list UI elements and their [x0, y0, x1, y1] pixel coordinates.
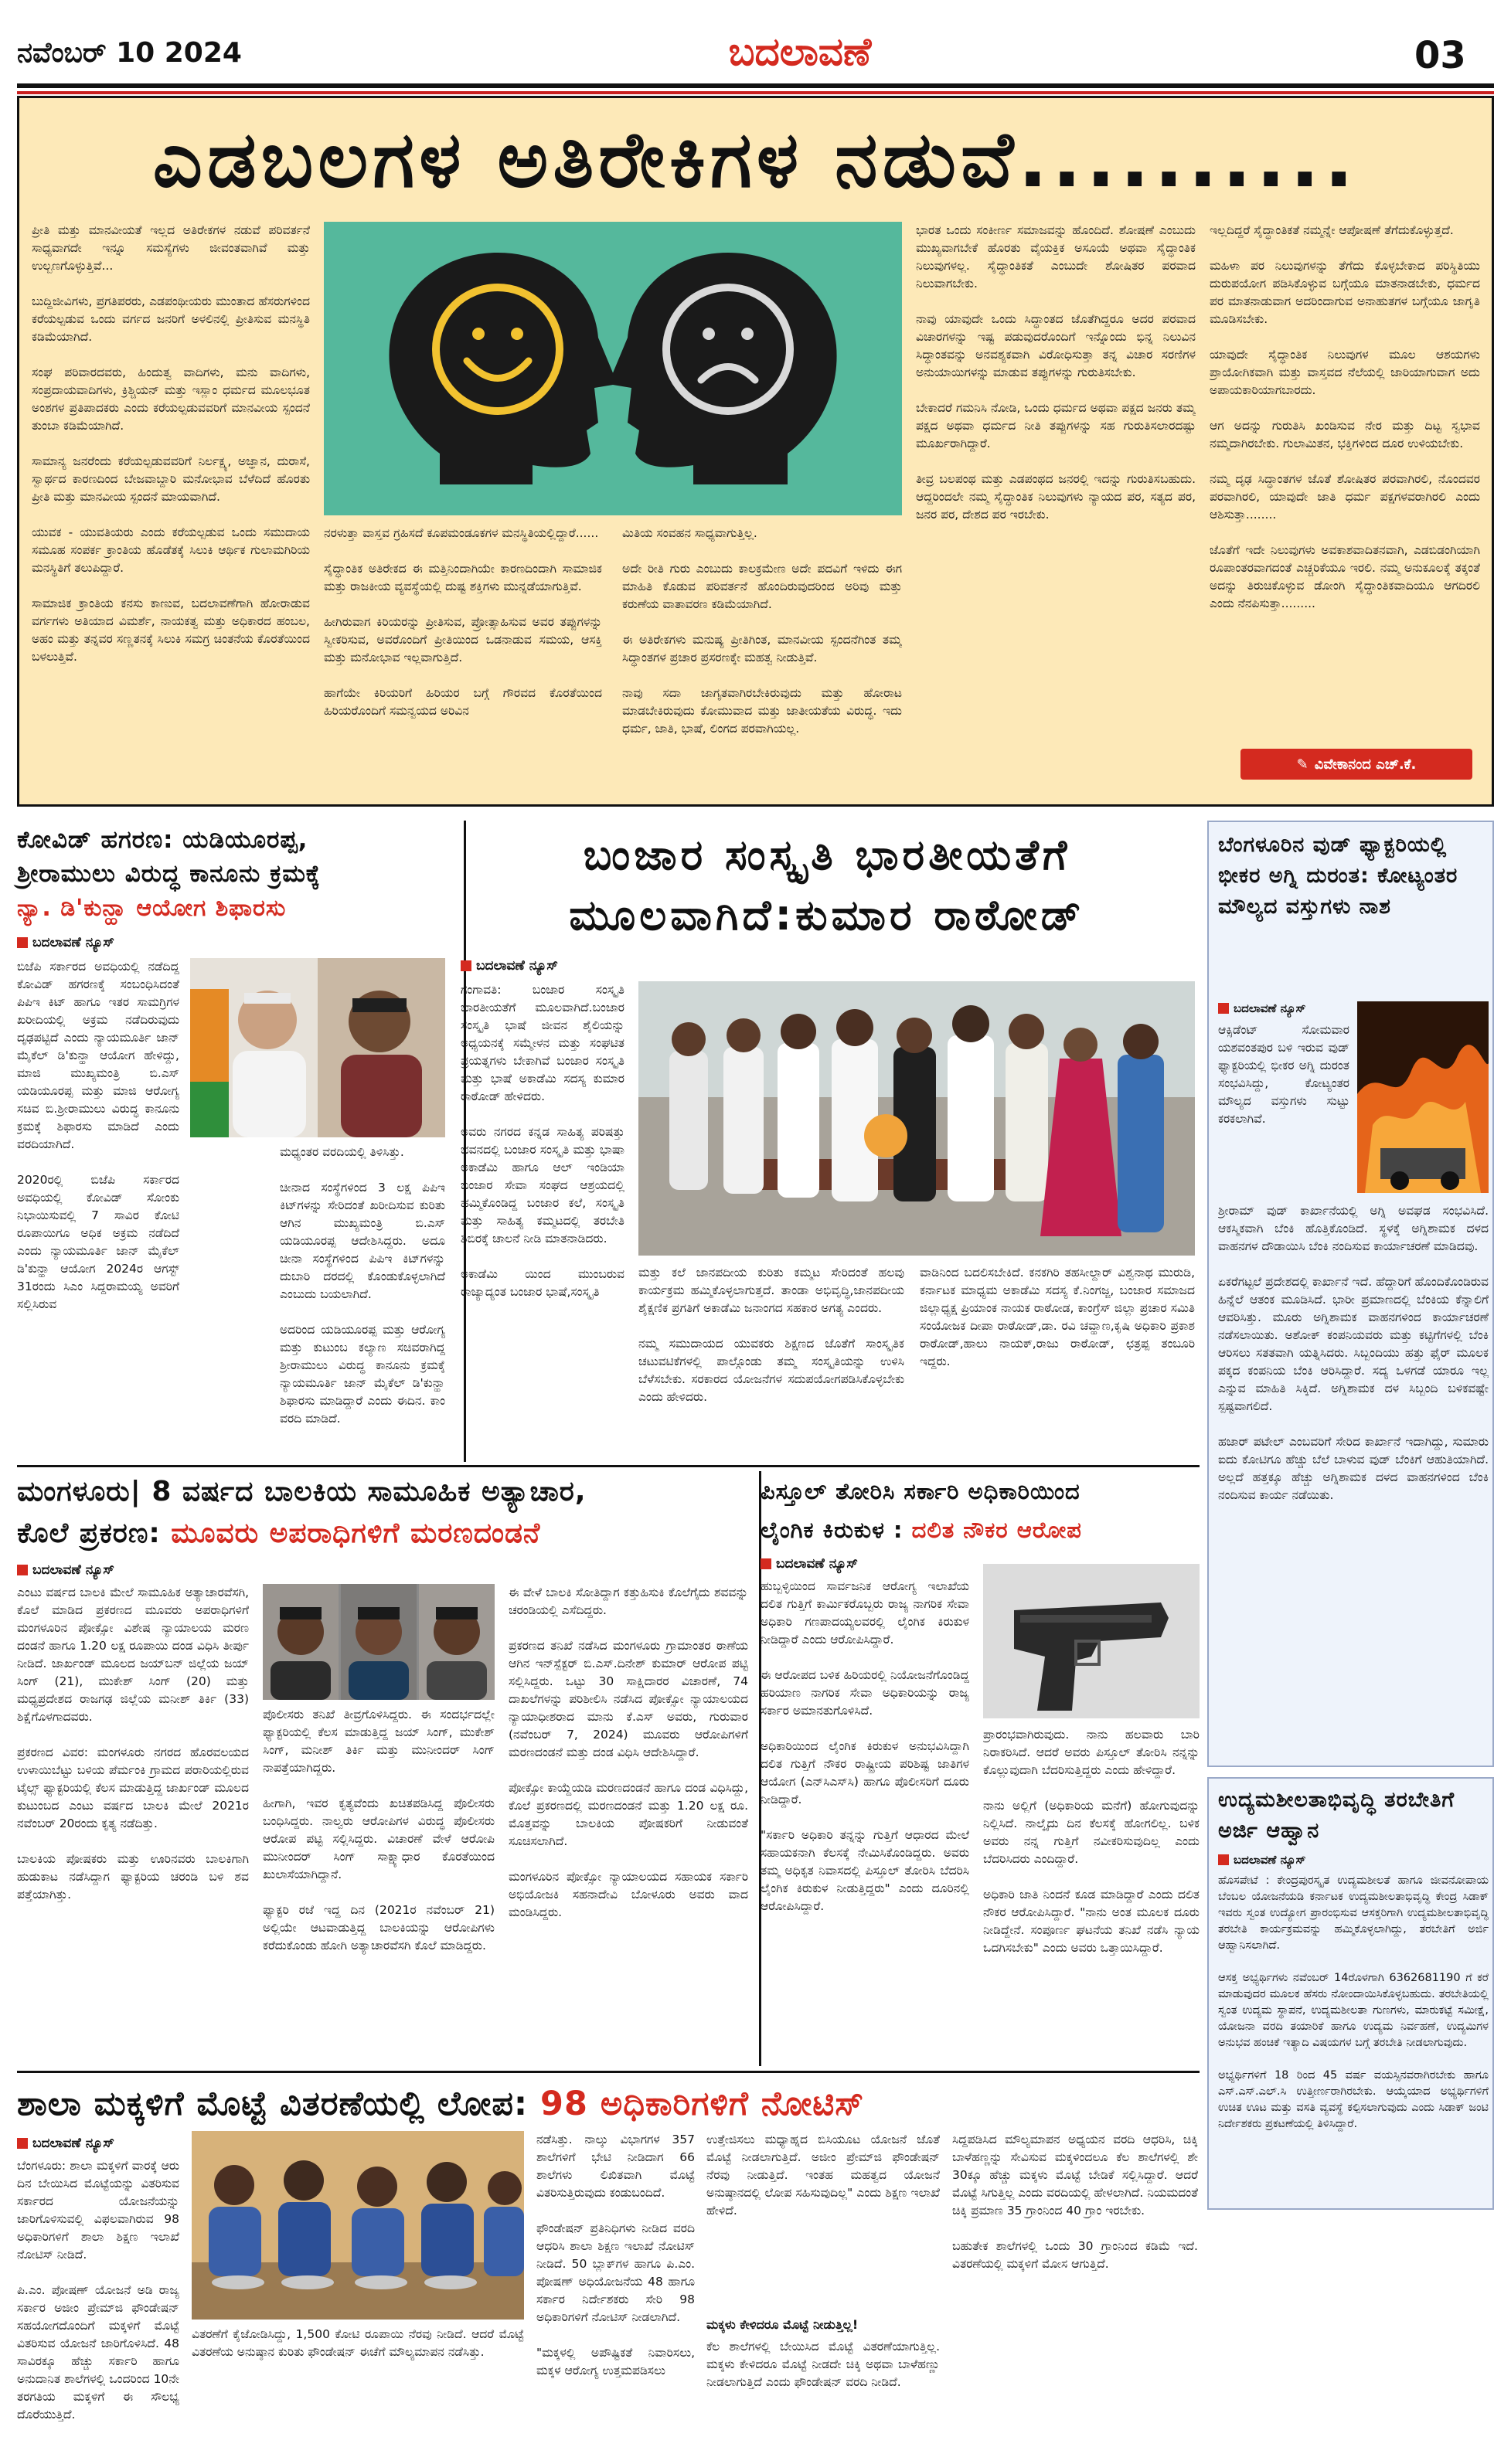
row-rule-1	[17, 1465, 1200, 1467]
covid-photo	[190, 958, 445, 1137]
lead-headline: ಎಡಬಲಗಳ ಅತಿರೇಕಿಗಳ ನಡುವೆ..........	[152, 114, 1359, 205]
banjara-headline-2: ಮೂಲವಾಗಿದೆ:ಕುಮಾರ ರಾಠೋಡ್	[569, 891, 1085, 940]
masthead-rule-black	[17, 83, 1494, 88]
fire-text-rest: ಶ್ರೀರಾಮ್ ವುಡ್ ಕಾರ್ಖಾನೆಯಲ್ಲಿ ಅಗ್ನಿ ಅವಘಡ ಸಂಭವಿಸಿದೆ. ಆಕಸ್ಮಿಕವಾಗಿ ಬೆಂಕಿ ಹೊತ್ತಿಕೊಂಡಿದೆ. ಸ್ಥಳಕ್ಕೆ ಅಗ್ನಿಶಾಮಕ ದಳದ ವಾಹನಗಳ ದೌಡಾಯಿಸಿ ಬೆಂಕಿ ನಂದಿಸುವ ಕಾರ್ಯಾಚರಣೆ ಮಾಡಿದವು. ಏಕರೆಗಟ್ಟಲೆ ಪ್ರದೇಶದಲ್ಲಿ ಕಾರ್ಖಾನೆ ಇದೆ. ಹೆದ್ದಾರಿಗೆ ಹೊಂದಿಕೊಂಡಿರುವ ಹಿನ್ನೆಲೆ ಆತಂಕ ಮೂಡಿಸಿದೆ. ಭಾರೀ ಪ್ರಮಾಣದಲ್ಲಿ ಬೆಂಕಿಯ ಕೆನ್ನಾಲಿಗೆ ಆವರಿಸಿತ್ತು. ಮೂರು ಅಗ್ನಿಶಾಮಕ ವಾಹನಗಳಿಂದ ಕಾರ್ಯಾಚರಣೆ ನಡೆಸಲಾಯಿತು. ಅಶೋಕ್ ಕಂಪನಿಯವರು ಮತ್ತು ಕಟ್ಟಿಗೆಗಳಲ್ಲಿ ಬೆಂಕಿ ಆರಿಸಲು ಸತತವಾಗಿ ಯತ್ನಿಸಿದರು. ಸಿಬ್ಬಂದಿಯು ಹತ್ತು ಫೈರ್ ಮೂಲಕ ಪಕ್ಕದ ಕಂಪನಿಯ ಬೆಂಕಿ ಆರಿಸಿದ್ದಾರೆ. ಸದ್ಯ ಒಳಗಡೆ ಯಾರೂ ಇಲ್ಲ ಎನ್ನುವ ಮಾಹಿತಿ ಸಿಕ್ಕಿದೆ. ಅಗ್ನಿಶಾಮಕ ದಳ ಸಿಬ್ಬಂದಿ ಬಳಿಕವಷ್ಟೇ ಸ್ಪಷ್ಟವಾಗಲಿದೆ. ಹಜಾರ್ ಪಟೇಲ್ ಎಂಬವರಿಗೆ ಸೇರಿದ ಕಾರ್ಖಾನೆ ಇದಾಗಿದ್ದು, ಸುಮಾರು ಐದು ಕೋಟಿಗೂ ಹೆಚ್ಚು ಬೆಲೆ ಬಾಳುವ ವುಡ್ ಬೆಂಕಿಗೆ ಆಹುತಿಯಾಗಿದೆ. ಅಲ್ಲದೆ ಹತ್ತಕ್ಕೂ ಹೆಚ್ಚು ಅಗ್ನಿಶಾಮಕ ದಳದ ವಾಹನಗಳಿಂದ ಬೆಂಕಿ ನಂದಿಸುವ ಕಾರ್ಯ ನಡೆಯಿತು.	[1218, 1204, 1489, 1502]
school-headline	[17, 2080, 1200, 2128]
heads-illustration-svg	[324, 222, 902, 515]
masthead-logo: ಬದಲಾವಣೆ	[728, 29, 872, 74]
covid-byline	[17, 935, 114, 950]
fire-text-top: ಆಕ್ಸಿಡೆಂಟ್ ಸೋಮವಾರ ಯಶವಂತಪುರ ಬಳಿ ಇರುವ ವುಡ್ ಫ್ಯಾಕ್ಟರಿಯಲ್ಲಿ ಭೀಕರ ಅಗ್ನಿ ದುರಂತ ಸಂಭವಿಸಿದ್ದು, ಕೋಟ್ಯಂತರ ಮೌಲ್ಯದ ವಸ್ತುಗಳು ಸುಟ್ಟು ಕರಕಲಾಗಿವೆ.	[1218, 1023, 1349, 1126]
pistol-headline-2b: ದಲಿತ ನೌಕರ ಆರೋಪ	[911, 1517, 1082, 1543]
school-col-3: ನಡೆಸಿತ್ತು. ನಾಲ್ಕು ವಿಭಾಗಗಳ 357 ಶಾಲೆಗಳಿಗೆ ಭೇಟಿ ನೀಡಿದಾಗ 66 ಶಾಲೆಗಳು ಲಿಖಿತವಾಗಿ ಮೊಟ್ಟೆ ವಿತರಿಸುತ್ತಿರುವುದು ಕಂಡುಬಂದಿದೆ. ಫೌಂಡೇಷನ್ ಪ್ರತಿನಿಧಿಗಳು ನೀಡಿದ ವರದಿ ಆಧರಿಸಿ ಶಾಲಾ ಶಿಕ್ಷಣ ಇಲಾಖೆ ನೋಟಿಸ್ ನೀಡಿದೆ. 50 ಬ್ಲಾಕ್‌ಗಳ ಹಾಗೂ ಪಿ.ಎಂ. ಪೋಷಣ್ ಅಧಿಯೋಜನೆಯ 48 ಹಾಗೂ ಸರ್ಕಾರ ನಿರ್ದೇಶಕರು ಸೇರಿ 98 ಅಧಿಕಾರಿಗಳಿಗೆ ನೋಟಿಸ್ ನೀಡಲಾಗಿದೆ. "ಮಕ್ಕಳಲ್ಲಿ ಅಪೌಷ್ಟಿಕತೆ ನಿವಾರಿಸಲು, ಮಕ್ಕಳ ಆರೋಗ್ಯ ಉತ್ತಮಪಡಿಸಲು	[536, 2133, 695, 2377]
banjara-byline	[461, 958, 558, 974]
school-col-2: ವಿತರಣೆಗೆ ಕೈಜೋಡಿಸಿದ್ದು, 1,500 ಕೋಟಿ ರೂಪಾಯಿ ನೆರವು ನೀಡಿದೆ. ಆದರೆ ಮೊಟ್ಟೆ ವಿತರಣೆಯ ಅನುಷ್ಠಾನ ಕುರಿತು ಫೌಂಡೇಷನ್ ಈಚೆಗೆ ಮೌಲ್ಯಮಾಪನ ನಡೆಸಿತ್ತು.	[192, 2327, 524, 2359]
pistol-headline-1: ಪಿಸ್ತೂಲ್ ತೋರಿಸಿ ಸರ್ಕಾರಿ ಅಧಿಕಾರಿಯಿಂದ	[761, 1478, 1081, 1504]
school-article	[17, 2077, 1200, 2448]
byline-marker-icon	[17, 2138, 28, 2149]
school-byline	[17, 2136, 114, 2151]
pistol-photo	[983, 1564, 1200, 1718]
byline-marker-icon	[17, 1565, 28, 1575]
person-left-icon	[233, 991, 306, 1137]
banjara-byline-text: ಬದಲಾವಣೆ ನ್ಯೂಸ್	[476, 958, 558, 974]
fire-byline-text: ಬದಲಾವಣೆ ನ್ಯೂಸ್	[1234, 1001, 1306, 1015]
lead-col-2: ನರಳುತ್ತಾ ವಾಸ್ತವ ಗ್ರಹಿಸದೆ ಕೂಪಮಂಡೂಕಗಳ ಮನಸ್ಥಿತಿಯಲ್ಲಿದ್ದಾರೆ...... ಸೈದ್ಧಾಂತಿಕ ಅತಿರೇಕದ ಈ ಮತ್ತಿನಿಂದಾಗಿಯೇ ಕಾರಣದಿಂದಾಗಿ ಸಾಮಾಜಿಕ ಮತ್ತು ರಾಜಕೀಯ ವ್ಯವಸ್ಥೆಯಲ್ಲಿ ದುಷ್ಟ ಶಕ್ತಿಗಳು ಮುನ್ನಡೆಯಾಗುತ್ತಿವೆ. ಹೀಗಿರುವಾಗ ಕಿರಿಯರನ್ನು ಪ್ರೀತಿಸುವ, ಪ್ರೋತ್ಸಾಹಿಸುವ ಅವರ ತಪ್ಪುಗಳನ್ನು ಸ್ವೀಕರಿಸುವ, ಅವರೊಂದಿಗೆ ಪ್ರೀತಿಯಿಂದ ಒಡನಾಡುವ ಸಮಯ, ಆಸಕ್ತಿ ಮತ್ತು ಮನೋಭಾವ ಇಲ್ಲವಾಗುತ್ತಿದೆ. ಹಾಗೆಯೇ ಕಿರಿಯರಿಗೆ ಹಿರಿಯರ ಬಗ್ಗೆ ಗೌರವದ ಕೊರತೆಯಿಂದ ಹಿರಿಯರೊಂದಿಗೆ ಸಮನ್ವಯದ ಅರಿವಿನ	[324, 526, 602, 718]
sad-head-icon	[608, 253, 837, 484]
issue-date: ನವೆಂಬರ್ 10 2024	[17, 37, 242, 69]
mangaluru-headline-2	[17, 1514, 751, 1553]
fire-headline: ಬೆಂಗಳೂರಿನ ವುಡ್ ಫ್ಯಾಕ್ಟರಿಯಲ್ಲಿ ಭೀಕರ ಅಗ್ನಿ ದುರಂತ: ಕೋಟ್ಯಂತರ ಮೌಲ್ಯದ ವಸ್ತುಗಳು ನಾಶ	[1218, 833, 1458, 919]
row-rule-2	[17, 2071, 1200, 2073]
training-byline	[1218, 1853, 1305, 1867]
banjara-col-1: ಗಂಗಾವತಿ: ಬಂಜಾರ ಸಂಸ್ಕೃತಿ ಭಾರತೀಯತೆಗೆ ಮೂಲವಾಗಿದೆ.ಬಂಜಾರ ಸಂಸ್ಕೃತಿ ಭಾಷೆ ಜೀವನ ಶೈಲಿಯನ್ನು ಅಧ್ಯಯನಕ್ಕೆ ಸಮ್ಮೇಳನ ಮತ್ತು ಸಂಘಟಿತ ಪ್ರಯತ್ನಗಳು ಬೇಕಾಗಿವೆ ಬಂಜಾರ ಸಂಸ್ಕೃತಿ ಮತ್ತು ಭಾಷೆ ಅಕಾಡೆಮಿ ಸದಸ್ಯ ಕುಮಾರ ರಾಠೋಡ್ ಹೇಳಿದರು. ಅವರು ನಗರದ ಕನ್ನಡ ಸಾಹಿತ್ಯ ಪರಿಷತ್ತು ಭವನದಲ್ಲಿ ಬಂಜಾರ ಸಂಸ್ಕೃತಿ ಮತ್ತು ಭಾಷಾ ಅಕಾಡೆಮಿ ಹಾಗೂ ಆಲ್ ಇಂಡಿಯಾ ಬಂಜಾರ ಸೇವಾ ಸಂಘದ ಆಶ್ರಯದಲ್ಲಿ ಹಮ್ಮಿಕೊಂಡಿದ್ದ ಬಂಜಾರ ಕಲೆ, ಸಂಸ್ಕೃತಿ ಮತ್ತು ಸಾಹಿತ್ಯ ಕಮ್ಮಟದಲ್ಲಿ ತರಬೇತಿ ಶಿಬಿರಕ್ಕೆ ಚಾಲನೆ ನೀಡಿ ಮಾತನಾಡಿದರು. ಅಕಾಡೆಮಿ ಯಿಂದ ಮುಂಬರುವ ರಾಜ್ಯಾದ್ಯಂತ ಬಂಜಾರ ಭಾಷೆ,ಸಂಸ್ಕೃತಿ	[461, 983, 624, 1299]
training-text: ಹೊಸಪೇಟೆ : ಕೇಂದ್ರಪುರಸ್ಕೃತ ಉದ್ಯಮಶೀಲತೆ ಹಾಗೂ ಜೀವನೋಪಾಯ ಬೆಂಬಲ ಯೋಜನೆಯಡಿ ಕರ್ನಾಟಕ ಉದ್ಯಮಶೀಲತಾಭಿವೃದ್ಧಿ ಕೇಂದ್ರ ಸಿಡಾಕ್ ಇವರು ಸ್ವಂತ ಉದ್ಯೋಗ ಪ್ರಾರಂಭಿಸುವ ಆಸಕ್ತರಿಗಾಗಿ ಉದ್ಯಮಶೀಲತಾಭಿವೃದ್ಧಿ ತರಬೇತಿ ಕಾರ್ಯಕ್ರಮವನ್ನು ಹಮ್ಮಿಕೊಳ್ಳಲಾಗಿದ್ದು, ತರಬೇತಿಗೆ ಅರ್ಜಿ ಆಹ್ವಾನಿಸಲಾಗಿದೆ. ಆಸಕ್ತ ಅಭ್ಯರ್ಥಿಗಳು ನವೆಂಬರ್ 14ರೊಳಗಾಗಿ 6362681190 ಗೆ ಕರೆ ಮಾಡುವುದರ ಮೂಲಕ ಹೆಸರು ನೋಂದಾಯಿಸಿಕೊಳ್ಳಬಹುದು. ತರಬೇತಿಯಲ್ಲಿ ಸ್ವಂತ ಉದ್ಯಮ ಸ್ಥಾಪನೆ, ಉದ್ಯಮಶೀಲತಾ ಗುಣಗಳು, ಮಾರುಕಟ್ಟೆ ಸಮೀಕ್ಷೆ, ಯೋಜನಾ ವರದಿ ತಯಾರಿಕೆ ಹಾಗೂ ಉದ್ಯಮ ನಿರ್ವಹಣೆ, ಉದ್ಯಮಿಗಳ ಅನುಭವ ಹಂಚಿಕೆ ಇತ್ಯಾದಿ ವಿಷಯಗಳ ಬಗ್ಗೆ ತರಬೇತಿ ನೀಡಲಾಗುವುದು. ಅಭ್ಯರ್ಥಿಗಳಿಗೆ 18 ರಿಂದ 45 ವರ್ಷ ವಯಸ್ಸಿನವರಾಗಿರಬೇಕು ಹಾಗೂ ಎಸ್.ಎಸ್.ಎಲ್.ಸಿ ಉತ್ತೀರ್ಣರಾಗಿರಬೇಕು. ಆಯ್ಕೆಯಾದ ಅಭ್ಯರ್ಥಿಗಳಿಗೆ ಉಚಿತ ಊಟ ಮತ್ತು ವಸತಿ ವ್ಯವಸ್ಥೆ ಕಲ್ಪಿಸಲಾಗುವುದು ಎಂದು ಸಿಡಾಕ್ ಜಂಟಿ ನಿರ್ದೇಶಕರು ಪ್ರಕಟಣೆಯಲ್ಲಿ ತಿಳಿಸಿದ್ದಾರೆ.	[1218, 1874, 1489, 2130]
pistol-byline-text: ಬದಲಾವಣೆ ನ್ಯೂಸ್	[776, 1556, 858, 1572]
banjara-article	[456, 821, 1198, 1462]
school-col-4: ಉತ್ತೇಜಿಸಲು ಮಧ್ಯಾಹ್ನದ ಬಿಸಿಯೂಟ ಯೋಜನೆ ಜೊತೆ ಮೊಟ್ಟೆ ನೀಡಲಾಗುತ್ತಿದೆ. ಅಜೀಂ ಪ್ರೇಮ್‌ಜಿ ಫೌಂಡೇಷನ್ ನೆರವು ನೀಡುತ್ತಿದೆ. ಇಂತಹ ಮಹತ್ವದ ಯೋಜನೆ ಅನುಷ್ಠಾನದಲ್ಲಿ ಲೋಪ ಸಹಿಸುವುದಿಲ್ಲ" ಎಂದು ಶಿಕ್ಷಣ ಇಲಾಖೆ ಹೇಳಿದೆ.	[706, 2133, 940, 2218]
school-col-5: ಸಿದ್ದಪಡಿಸಿದ ಮೌಲ್ಯಮಾಪನ ಅಧ್ಯಯನ ವರದಿ ಆಧರಿಸಿ, ಚಿಕ್ಕಿ ಬಾಳೆಹಣ್ಣನ್ನು ಸೇವಿಸುವ ಮಕ್ಕಳಿಂದಲೂ ಕೆಲ ಶಾಲೆಗಳಲ್ಲಿ ಶೇ 30ಕ್ಕೂ ಹೆಚ್ಚು ಮಕ್ಕಳು ಮೊಟ್ಟೆ ಬೇಡಿಕೆ ಸಲ್ಲಿಸಿದ್ದಾರೆ. ಆದರೆ ಮೊಟ್ಟೆ ಸಿಗುತ್ತಿಲ್ಲ ಎಂದು ವರದಿಯಲ್ಲಿ ಹೇಳಲಾಗಿದೆ. ನಿಯಮದಂತೆ ಚಿಕ್ಕಿ ಪ್ರಮಾಣ 35 ಗ್ರಾಂನಿಂದ 40 ಗ್ರಾಂ ಇರಬೇಕು. ಬಹುತೇಕ ಶಾಲೆಗಳಲ್ಲಿ ಒಂದು 30 ಗ್ರಾಂನಿಂದ ಕಡಿಮೆ ಇದೆ. ವಿತರಣೆಯಲ್ಲಿ ಮಕ್ಕಳಿಗೆ ಮೋಸ ಆಗುತ್ತಿದೆ.	[952, 2133, 1198, 2271]
lead-col-4: ಭಾರತ ಒಂದು ಸಂಕೀರ್ಣ ಸಮಾಜವನ್ನು ಹೊಂದಿದೆ. ಶೋಷಣೆ ಎಂಬುದು ಮುಖ್ಯವಾಗಬೇಕೆ ಹೊರತು ವೈಯಕ್ತಿಕ ಅಸೂಯೆ ಅಥವಾ ಸೈದ್ಧಾಂತಿಕ ನಿಲುವುಗಳಲ್ಲ. ಸೈದ್ಧಾಂತಿಕತೆ ಎಂಬುದೇ ಶೋಷಿತರ ಪರವಾದ ನಿಲುವಾಗಬೇಕು. ನಾವು ಯಾವುದೇ ಒಂದು ಸಿದ್ಧಾಂತದ ಜೊತೆಗಿದ್ದರೂ ಅದರ ಪರವಾದ ವಿಚಾರಗಳನ್ನು ಇಷ್ಟ ಪಡುವುದರೊಂದಿಗೆ ಇನ್ನೊಂದು ಭಿನ್ನ ನಿಲುವಿನ ಸಿದ್ಧಾಂತವನ್ನು ಅನವಶ್ಯಕವಾಗಿ ವಿರೋಧಿಸುತ್ತಾ ತನ್ನ ವಿಚಾರ ಸರಣಿಗಳ ಅನುಯಾಯಿಗಳನ್ನು ಮಾಡುವ ತಪ್ಪುಗಳನ್ನು ಗುರುತಿಸಬೇಕು. ಬೇಕಾದರೆ ಗಮನಿಸಿ ನೋಡಿ, ಒಂದು ಧರ್ಮದ ಅಥವಾ ಪಕ್ಷದ ಜನರು ತಮ್ಮ ಪಕ್ಷದ ಅಥವಾ ಧರ್ಮದ ನೀತಿ ತಪ್ಪುಗಳನ್ನು ಸಹ ಗುರುತಿಸಲಾರದಷ್ಟು ಮೂರ್ಖರಾಗಿದ್ದಾರೆ. ತೀವ್ರ ಬಲಪಂಥ ಮತ್ತು ಎಡಪಂಥದ ಜನರಲ್ಲಿ ಇದನ್ನು ಗುರುತಿಸಬಹುದು. ಆದ್ದರಿಂದಲೇ ನಮ್ಮ ಸೈದ್ಧಾಂತಿಕ ನಿಲುವುಗಳು ನ್ಯಾಯದ ಪರ, ಸತ್ಯದ ಪರ, ಜನರ ಪರ, ದೇಶದ ಪರ ಇರಬೇಕು.	[916, 223, 1196, 522]
school-byline-text: ಬದಲಾವಣೆ ನ್ಯೂಸ್	[32, 2136, 114, 2151]
byline-marker-icon	[461, 960, 471, 971]
covid-byline-text: ಬದಲಾವಣೆ ನ್ಯೂಸ್	[32, 935, 114, 950]
banjara-col-3: ವಾಡಿನಿಂದ ಬದಲಿಸಬೇಕಿದೆ. ಕನಕಗಿರಿ ತಹಸೀಲ್ದಾರ್ ವಿಶ್ವನಾಥ ಮುರುಡಿ, ಕರ್ನಾಟಕ ಮಾಧ್ಯಮ ಅಕಾಡೆಮಿ ಸದಸ್ಯ ಕೆ.ನಿಂಗಜ್ಜ, ಬಂಜಾರ ಸಮಾಜದ ಜಿಲ್ಲಾಧ್ಯಕ್ಷ ಪ್ರಿಯಾಂಕ ನಾಯಕ ರಾಠೋಡ, ಕಾಂಗ್ರೆಸ್ ಜಿಲ್ಲಾ ಪ್ರಚಾರ ಸಮಿತಿ ಸಂಯೋಜಕ ದೀಪಾ ರಾಠೋಡ್,ಡಾ. ರವಿ ಚವ್ಹಾಣ,ಕೃಷಿ ಅಧಿಕಾರಿ ಪ್ರಕಾಶ ರಾಠೋಡ್,ಹಾಲು ನಾಯಕ್,ರಾಜು ರಾಠೋಡ್, ಛತ್ರಪ್ಪ ತಂಬೂರಿ ಇದ್ದರು.	[920, 1266, 1195, 1368]
fire-article	[1207, 821, 1494, 1767]
byline-marker-icon	[1218, 1003, 1229, 1014]
mangaluru-col-3: ಈ ವೇಳೆ ಬಾಲಕಿ ಸೋತಿದ್ದಾಗ ಕತ್ತುಹಿಸುಕಿ ಕೊಲೆಗೈದು ಶವವನ್ನು ಚರಂಡಿಯಲ್ಲಿ ಎಸೆದಿದ್ದರು. ಪ್ರಕರಣದ ತನಿಖೆ ನಡೆಸಿದ ಮಂಗಳೂರು ಗ್ರಾಮಾಂತರ ಠಾಣೆಯ ಆಗಿನ ಇನ್‌ಸ್ಪೆಕ್ಟರ್ ಬಿ.ಎಸ್.ದಿನೇಶ್ ಕುಮಾರ್ ಆರೋಪ ಪಟ್ಟಿ ಸಲ್ಲಿಸಿದ್ದರು. ಒಟ್ಟು 30 ಸಾಕ್ಷಿದಾರರ ವಿಚಾರಣೆ, 74 ದಾಖಲೆಗಳನ್ನು ಪರಿಶೀಲಿಸಿ ನಡೆಸಿದ ಪೋಕ್ಸೋ ನ್ಯಾಯಾಲಯದ ನ್ಯಾಯಾಧೀಶರಾದ ಮಾನು ಕೆ.ಎಸ್ ಅವರು, ಗುರುವಾರ (ನವೆಂಬರ್ 7, 2024) ಮೂವರು ಆರೋಪಿಗಳಿಗೆ ಮರಣದಂಡನೆ ಮತ್ತು ದಂಡ ವಿಧಿಸಿ ಆದೇಶಿಸಿದ್ದಾರೆ. ಪೋಕ್ಸೋ ಕಾಯ್ದೆಯಡಿ ಮರಣದಂಡನೆ ಹಾಗೂ ದಂಡ ವಿಧಿಸಿದ್ದು, ಕೊಲೆ ಪ್ರಕರಣದಲ್ಲಿ ಮರಣದಂಡನೆ ಮತ್ತು 1.20 ಲಕ್ಷ ರೂ. ಮೊತ್ತವನ್ನು ಬಾಲಕಿಯ ಪೋಷಕರಿಗೆ ನೀಡುವಂತೆ ಸೂಚಿಸಲಾಗಿದೆ. ಮಂಗಳೂರಿನ ಪೋಕ್ಸೋ ನ್ಯಾಯಾಲಯದ ಸಹಾಯಕ ಸರ್ಕಾರಿ ಅಭಿಯೋಜಕಿ ಸಹನಾದೇವಿ ಬೋಳೂರು ಅವರು ವಾದ ಮಂಡಿಸಿದ್ದರು.	[509, 1585, 748, 1919]
banjara-headline-1: ಬಂಜಾರ ಸಂಸ್ಕೃತಿ ಭಾರತೀಯತೆಗೆ	[583, 831, 1071, 879]
lead-col-5: ಇಲ್ಲದಿದ್ದರೆ ಸೈದ್ಧಾಂತಿಕತೆ ನಮ್ಮನ್ನೇ ಆಪೋಷಣೆ ತೆಗೆದುಕೊಳ್ಳುತ್ತದೆ. ಮಹಿಳಾ ಪರ ನಿಲುವುಗಳನ್ನು ತೆಗೆದು ಕೊಳ್ಳಬೇಕಾದ ಪರಿಸ್ಥಿತಿಯು ದುರುಪಯೋಗ ಪಡಿಸಿಕೊಳ್ಳುವ ಬಗ್ಗೆಯೂ ಮಾತನಾಡಬೇಕು, ಧರ್ಮದ ಪರ ಮಾತನಾಡುವಾಗ ಅದರಿಂದಾಗುವ ಅನಾಹುತಗಳ ಬಗ್ಗೆಯೂ ಜಾಗೃತಿ ಮೂಡಿಸಬೇಕು. ಯಾವುದೇ ಸೈದ್ಧಾಂತಿಕ ನಿಲುವುಗಳ ಮೂಲ ಆಶಯಗಳು ಪ್ರಾಯೋಗಿಕವಾಗಿ ಮತ್ತು ವಾಸ್ತವದ ನೆಲೆಯಲ್ಲಿ ಜಾರಿಯಾಗುವಾಗ ಅದು ಅಪಾಯಕಾರಿಯಾಗಬಾರದು. ಆಗ ಅದನ್ನು ಗುರುತಿಸಿ ಖಂಡಿಸುವ ನೇರ ಮತ್ತು ದಿಟ್ಟ ಸ್ವಭಾವ ನಮ್ಮದಾಗಿರಬೇಕು. ಗುಲಾಮಿತನ, ಭಕ್ತಿಗಳಿಂದ ದೂರ ಉಳಿಯಬೇಕು. ನಮ್ಮ ದೃಢ ಸಿದ್ಧಾಂತಗಳ ಜೊತೆ ಶೋಷಿತರ ಪರವಾಗಿರಲಿ, ನೊಂದವರ ಪರವಾಗಿರಲಿ, ಯಾವುದೇ ಜಾತಿ ಧರ್ಮ ಪಕ್ಷಗಳವರಾಗಿರಲಿ ಎಂದು ಆಶಿಸುತ್ತಾ........ ಜೊತೆಗೆ ಇದೇ ನಿಲುವುಗಳು ಅವಕಾಶವಾದಿತನವಾಗಿ, ಎಡಬಿಡಂಗಿಯಾಗಿ ರೂಪಾಂತರವಾಗದಂತೆ ಎಚ್ಚರಿಕೆಯೂ ಇರಲಿ. ನಮ್ಮ ಅನುಕೂಲಕ್ಕೆ ತಕ್ಕಂತೆ ಅದನ್ನು ತಿರುಚಿಕೊಳ್ಳುವ ಡೋಂಗಿ ಸೈದ್ಧಾಂತಿಕವಾದಿಯೂ ಆಗದಿರಲಿ ಎಂದು ನೆನಪಿಸುತ್ತಾ.........	[1210, 223, 1480, 610]
school-col-4b: ಕೆಲ ಶಾಲೆಗಳಲ್ಲಿ ಬೇಯಿಸಿದ ಮೊಟ್ಟೆ ವಿತರಣೆಯಾಗುತ್ತಿಲ್ಲ. ಮಕ್ಕಳು ಕೇಳಿದರೂ ಮೊಟ್ಟೆ ನೀಡದೇ ಚಿಕ್ಕಿ ಅಥವಾ ಬಾಳೆಹಣ್ಣು ನೀಡಲಾಗುತ್ತಿದೆ ಎಂದು ಫೌಂಡೇಷನ್ ವರದಿ ನೀಡಿದೆ.	[706, 2340, 940, 2389]
pen-icon: ✎	[1296, 756, 1309, 773]
mangaluru-col-2: ಪೊಲೀಸರು ತನಿಖೆ ತೀವ್ರಗೊಳಿಸಿದ್ದರು. ಈ ಸಂದರ್ಭದಲ್ಲೇ ಫ್ಯಾಕ್ಟರಿಯಲ್ಲಿ ಕೆಲಸ ಮಾಡುತ್ತಿದ್ದ ಜಯ್ ಸಿಂಗ್, ಮುಕೇಶ್ ಸಿಂಗ್, ಮನೀಶ್ ತಿರ್ಕಿ ಮತ್ತು ಮುನೀಂದರ್ ಸಿಂಗ್ ನಾಪತ್ತೆಯಾಗಿದ್ದರು. ಹೀಗಾಗಿ, ಇವರ ಕೃತ್ಯವೆಂದು ಖಚಿತಪಡಿಸಿದ್ದ ಪೊಲೀಸರು ಬಂಧಿಸಿದ್ದರು. ನಾಲ್ವರು ಆರೋಪಿಗಳ ವಿರುದ್ಧ ಪೊಲೀಸರು ಆರೋಪ ಪಟ್ಟಿ ಸಲ್ಲಿಸಿದ್ದರು. ವಿಚಾರಣೆ ವೇಳೆ ಆರೋಪಿ ಮುನೀಂದರ್ ಸಿಂಗ್ ಸಾಕ್ಷ್ಯಾಧಾರ ಕೊರತೆಯಿಂದ ಖುಲಾಸೆಯಾಗಿದ್ದಾನೆ. ಫ್ಯಾಕ್ಟರಿ ರಜೆ ಇದ್ದ ದಿನ (2021ರ ನವೆಂಬರ್ 21) ಅಲ್ಲಿಯೇ ಆಟವಾಡುತ್ತಿದ್ದ ಬಾಲಕಿಯನ್ನು ಆರೋಪಿಗಳು ಕರೆದುಕೊಂಡು ಹೋಗಿ ಅತ್ಯಾಚಾರವೆಸಗಿ ಕೊಲೆ ಮಾಡಿದ್ದರು.	[263, 1708, 495, 1953]
lead-col-1: ಪ್ರೀತಿ ಮತ್ತು ಮಾನವೀಯತೆ ಇಲ್ಲದ ಅತಿರೇಕಗಳ ನಡುವೆ ಪರಿವರ್ತನೆ ಸಾಧ್ಯವಾಗದೇ ಇನ್ನೂ ಸಮಸ್ಯೆಗಳು ಜೀವಂತವಾಗಿವೆ ಮತ್ತು ಉಲ್ಬಣಗೊಳ್ಳುತ್ತಿವೆ... ಬುದ್ದಿಜೀವಿಗಳು, ಪ್ರಗತಿಪರರು, ಎಡಪಂಥೀಯರು ಮುಂತಾದ ಹೆಸರುಗಳಿಂದ ಕರೆಯಲ್ಪಡುವ ಒಂದು ವರ್ಗದ ಜನರಿಗೆ ಅಳಲಿನಲ್ಲಿ ಪ್ರೀತಿಸುವ ಮನಸ್ಥಿತಿ ಕಡಿಮೆಯಾಗಿದೆ. ಸಂಘ ಪರಿವಾರದವರು, ಹಿಂದುತ್ವ ವಾದಿಗಳು, ಮನು ವಾದಿಗಳು, ಸಂಪ್ರದಾಯವಾದಿಗಳು, ಕ್ರಿಶ್ಚಿಯನ್ ಮತ್ತು ಇಸ್ಲಾಂ ಧರ್ಮದ ಮೂಲಭೂತ ಅಂಶಗಳ ಪ್ರತಿಪಾದಕರು ಎಂದು ಕರೆಯಲ್ಪಡುವವರಿಗೆ ಮಾನವೀಯ ಸ್ಪಂದನೆ ತುಂಬಾ ಕಡಿಮೆಯಾಗಿದೆ. ಸಾಮಾನ್ಯ ಜನರೆಂದು ಕರೆಯಲ್ಪಡುವವರಿಗೆ ನಿರ್ಲಕ್ಷ್ಯ, ಅಜ್ಞಾನ, ದುರಾಸೆ, ಸ್ವಾರ್ಥದ ಕಾರಣದಿಂದ ಬೇಜವಾಬ್ದಾರಿ ಮನೋಭಾವ ಬೆಳೆದಿದೆ ಹೊರತು ಪ್ರೀತಿ ಮತ್ತು ಮಾನವೀಯ ಸ್ಪಂದನೆ ಮಾಯವಾಗಿದೆ. ಯುವಕ - ಯುವತಿಯರು ಎಂದು ಕರೆಯಲ್ಪಡುವ ಒಂದು ಸಮುದಾಯ ಸಮೂಹ ಸಂಪರ್ಕ ಕ್ರಾಂತಿಯ ಹೊಡೆತಕ್ಕೆ ಸಿಲುಕಿ ಆರ್ಥಿಕ ಗುಲಾಮಗಿರಿಯ ಮನಸ್ಥಿತಿಗೆ ತಲುಪಿದ್ದಾರೆ. ಸಾಮಾಜಿಕ ಕ್ರಾಂತಿಯ ಕನಸು ಕಾಣುವ, ಬದಲಾವಣೆಗಾಗಿ ಹೋರಾಡುವ ವರ್ಗಗಳು ಅತಿಯಾದ ವಿಮರ್ಶೆ, ನಾಯಕತ್ವ ಮತ್ತು ಅಧಿಕಾರದ ಹಂಬಲ, ಅಹಂ ಮತ್ತು ತನ್ನವರ ಸಣ್ಣತನಕ್ಕೆ ಸಿಲುಕಿ ಸಮಗ್ರ ಚಿಂತನೆಯ ಕೊರತೆಯಿಂದ ಬಳಲುತ್ತಿವೆ.	[32, 223, 310, 664]
mangaluru-col-1: ಎಂಟು ವರ್ಷದ ಬಾಲಕಿ ಮೇಲೆ ಸಾಮೂಹಿಕ ಅತ್ಯಾಚಾರವೆಸಗಿ, ಕೊಲೆ ಮಾಡಿದ ಪ್ರಕರಣದ ಮೂವರು ಅಪರಾಧಿಗಳಿಗೆ ಮಂಗಳೂರಿನ ಪೋಕ್ಸೋ ವಿಶೇಷ ನ್ಯಾಯಾಲಯ ಮರಣ ದಂಡನೆ ಹಾಗೂ 1.20 ಲಕ್ಷ ರೂಪಾಯಿ ದಂಡ ವಿಧಿಸಿ ತೀರ್ಪು ನೀಡಿದೆ. ಜಾರ್ಖಂಡ್ ಮೂಲದ ಜಯ್‌ಬನ್ ಜಿಲ್ಲೆಯ ಜಯ್ ಸಿಂಗ್ (21), ಮುಕೇಶ್ ಸಿಂಗ್ (20) ಮತ್ತು ಮಧ್ಯಪ್ರದೇಶದ ರಾಜಗಢ ಜಿಲ್ಲೆಯ ಮನೀಶ್ ತಿರ್ಕಿ (33) ಶಿಕ್ಷೆಗೊಳಗಾದವರು. ಪ್ರಕರಣದ ವಿವರ: ಮಂಗಳೂರು ನಗರದ ಹೊರವಲಯದ ಉಳಾಯಿಬೆಟ್ಟು ಬಳಿಯ ಪೆರ್ಮಂಕಿ ಗ್ರಾಮದ ಪರಾರಿಯಲ್ಲಿರುವ ಟೈಲ್ಸ್ ಫ್ಯಾಕ್ಟರಿಯಲ್ಲಿ ಕೆಲಸ ಮಾಡುತ್ತಿದ್ದ ಜಾರ್ಖಂಡ್ ಮೂಲದ ಕುಟುಂಬದ ಎಂಟು ವರ್ಷದ ಬಾಲಕಿ ಮೇಲೆ 2021ರ ನವೆಂಬರ್ 20ರಂದು ಕೃತ್ಯ ನಡೆದಿತ್ತು. ಬಾಲಕಿಯ ಪೋಷಕರು ಮತ್ತು ಊರಿನವರು ಬಾಲಕಿಗಾಗಿ ಹುಡುಕಾಟ ನಡೆಸಿದ್ದಾಗ ಫ್ಯಾಕ್ಟರಿಯ ಚರಂಡಿ ಬಳಿ ಶವ ಪತ್ತೆಯಾಗಿತ್ತು.	[17, 1585, 249, 1902]
pistol-col-1: ಹುಬ್ಬಳ್ಳಿಯಿಂದ ಸಾರ್ವಜನಿಕ ಆರೋಗ್ಯ ಇಲಾಖೆಯ ದಲಿತ ಗುತ್ತಿಗೆ ಕಾರ್ಮಿಕರೊಬ್ಬರು ರಾಜ್ಯ ನಾಗರಿಕ ಸೇವಾ ಅಧಿಕಾರಿ ಗಣಪಾದಯ್ಯಲವರಲ್ಲಿ ಲೈಂಗಿಕ ಕಿರುಕುಳ ನೀಡಿದ್ದಾರೆ ಎಂದು ಆರೋಪಿಸಿದ್ದಾರೆ. ಈ ಆರೋಪದ ಬಳಿಕ ಹಿರಿಯರಲ್ಲಿ ನಿಯೋಜನೆಗೊಂಡಿದ್ದ ಹರಿಯಾಣ ನಾಗರಿಕ ಸೇವಾ ಅಧಿಕಾರಿಯನ್ನು ರಾಜ್ಯ ಸರ್ಕಾರ ಅಮಾನತುಗೊಳಿಸಿದೆ. ಅಧಿಕಾರಿಯಿಂದ ಲೈಂಗಿಕ ಕಿರುಕುಳ ಅನುಭವಿಸಿದ್ದಾಗಿ ದಲಿತ ಗುತ್ತಿಗೆ ನೌಕರ ರಾಷ್ಟ್ರೀಯ ಪರಿಶಿಷ್ಟ ಜಾತಿಗಳ ಆಯೋಗ (ಎನ್‌ಸಿಎಸ್‌ಸಿ) ಹಾಗೂ ಪೊಲೀಸರಿಗೆ ದೂರು ನೀಡಿದ್ದಾರೆ. "ಸರ್ಕಾರಿ ಅಧಿಕಾರಿ ತನ್ನನ್ನು ಗುತ್ತಿಗೆ ಆಧಾರದ ಮೇಲೆ ಸಹಾಯಕನಾಗಿ ಕೆಲಸಕ್ಕೆ ನೇಮಿಸಿಕೊಂಡಿದ್ದರು. ಅವರು ತಮ್ಮ ಅಧಿಕೃತ ನಿವಾಸದಲ್ಲಿ ಪಿಸ್ತೂಲ್ ತೋರಿಸಿ ಬೆದರಿಸಿ ಲೈಂಗಿಕ ಕಿರುಕುಳ ನೀಡುತ್ತಿದ್ದರು" ಎಂದು ದೂರಿನಲ್ಲಿ ಆರೋಪಿಸಿದ್ದಾರೆ.	[761, 1579, 969, 1913]
covid-headline-2: ಶ್ರೀರಾಮುಲು ವಿರುದ್ಧ ಕಾನೂನು ಕ್ರಮಕ್ಕೆ	[17, 860, 321, 888]
lead-signature-text: ವಿವೇಕಾನಂದ ಎಚ್.ಕೆ.	[1314, 756, 1417, 773]
fire-byline	[1218, 1001, 1305, 1015]
covid-subheadline: ನ್ಯಾ. ಡಿ'ಕುನ್ಹಾ ಆಯೋಗ ಶಿಫಾರಸು	[17, 895, 287, 922]
school-headline-a: ಶಾಲಾ ಮಕ್ಕಳಿಗೆ ಮೊಟ್ಟೆ ವಿತರಣೆಯಲ್ಲಿ ಲೋಪ:	[17, 2085, 541, 2123]
training-byline-text: ಬದಲಾವಣೆ ನ್ಯೂಸ್	[1234, 1853, 1306, 1867]
training-headline: ಉದ್ಯಮಶೀಲತಾಭಿವೃದ್ಧಿ ತರಬೇತಿಗೆ ಅರ್ಜಿ ಆಹ್ವಾನ	[1218, 1788, 1455, 1843]
pistol-col-2: ಪ್ರಾರಂಭವಾಗಿರುವುದು. ನಾನು ಹಲವಾರು ಬಾರಿ ನಿರಾಕರಿಸಿದೆ. ಆದರೆ ಅವರು ಪಿಸ್ತೂಲ್ ತೋರಿಸಿ ನನ್ನನ್ನು ಕೊಲ್ಲುವುದಾಗಿ ಬೆದರಿಸುತ್ತಿದ್ದರು ಎಂದು ಹೇಳಿದ್ದಾರೆ. ನಾನು ಅಲ್ಲಿಗೆ (ಅಧಿಕಾರಿಯ ಮನೆಗೆ) ಹೋಗುವುದನ್ನು ನಿಲ್ಲಿಸಿದೆ. ನಾಲ್ಕೈದು ದಿನ ಕೆಲಸಕ್ಕೆ ಹೋಗಲಿಲ್ಲ. ಬಳಿಕ ಅವರು ನನ್ನ ಗುತ್ತಿಗೆ ನವೀಕರಿಸುವುದಿಲ್ಲ ಎಂದು ಬೆದರಿಸಿದರು ಎಂದಿದ್ದಾರೆ. ಅಧಿಕಾರಿ ಜಾತಿ ನಿಂದನೆ ಕೂಡ ಮಾಡಿದ್ದಾರೆ ಎಂದು ದಲಿತ ನೌಕರ ಆರೋಪಿಸಿದ್ದಾರೆ. "ನಾನು ಅಂತ ಮೂಲಕ ದೂರು ನೀಡಿದ್ದೇನೆ. ಸಂಪೂರ್ಣ ಘಟನೆಯ ತನಿಖೆ ನಡೆಸಿ ನ್ಯಾಯ ಒದಗಿಸಬೇಕು" ಎಂದು ಅವರು ಒತ್ತಾಯಿಸಿದ್ದಾರೆ.	[983, 1728, 1200, 1955]
mangaluru-headline-2b: ಮೂವರು ಅಪರಾಧಿಗಳಿಗೆ ಮರಣದಂಡನೆ	[171, 1517, 541, 1549]
mangaluru-byline	[17, 1562, 114, 1578]
fire-photo	[1357, 1001, 1489, 1193]
lead-signature	[1240, 749, 1472, 780]
banjara-photo	[638, 981, 1195, 1256]
byline-marker-icon	[761, 1558, 771, 1569]
covid-article	[17, 821, 447, 1462]
happy-head-icon	[389, 253, 618, 484]
banjara-col-2: ಮತ್ತು ಕಲೆ ಜಾನಪದೀಯ ಕುರಿತು ಕಮ್ಮಟ ಸೇರಿದಂತೆ ಹಲವು ಕಾರ್ಯಕ್ರಮ ಹಮ್ಮಿಕೊಳ್ಳಲಾಗುತ್ತದೆ. ತಾಂಡಾ ಅಭಿವೃದ್ಧಿ,ಜಾನಪದೀಯ ಶೈಕ್ಷಣಿಕ ಪ್ರಗತಿಗೆ ಅಕಾಡೆಮಿ ಜನಾಂಗದ ಸಹಕಾರ ಅಗತ್ಯ ಎಂದರು. ನಮ್ಮ ಸಮುದಾಯದ ಯುವಕರು ಶಿಕ್ಷಣದ ಜೊತೆಗೆ ಸಾಂಸ್ಕೃತಿಕ ಚಟುವಟಿಕೆಗಳಲ್ಲಿ ಪಾಲ್ಗೊಂಡು ತಮ್ಮ ಸಂಸ್ಕೃತಿಯನ್ನು ಉಳಿಸಿ ಬೆಳೆಸಬೇಕು. ಸರಕಾರದ ಯೋಜನೆಗಳ ಸದುಪಯೋಗಪಡಿಸಿಕೊಳ್ಳಬೇಕು ಎಂದು ಹೇಳಿದರು.	[638, 1266, 904, 1404]
convicts-photo	[263, 1584, 495, 1700]
masthead	[0, 0, 1511, 93]
byline-marker-icon	[1218, 1854, 1229, 1865]
mangaluru-byline-text: ಬದಲಾವಣೆ ನ್ಯೂಸ್	[32, 1562, 114, 1578]
school-subhead: ಮಕ್ಕಳು ಕೇಳಿದರೂ ಮೊಟ್ಟೆ ನೀಡುತ್ತಿಲ್ಲ!	[706, 2317, 859, 2332]
mangaluru-article	[17, 1471, 751, 2066]
lead-col-3: ಮಿತಿಯ ಸಂವಹನ ಸಾಧ್ಯವಾಗುತ್ತಿಲ್ಲ. ಅದೇ ರೀತಿ ಗುರು ಎಂಬುದು ಕಾಲಕ್ರಮೇಣ ಅದೇ ಪದವಿಗೆ ಇಳಿದು ಈಗ ಮಾಹಿತಿ ಕೊಡುವ ಪರಿವರ್ತನೆ ಹೊಂದಿರುವುದರಿಂದ ಅರಿವು ಮತ್ತು ಕರುಣೆಯ ವಾತಾವರಣ ಕಡಿಮೆಯಾಗಿದೆ. ಈ ಅತಿರೇಕಗಳು ಮನುಷ್ಯ ಪ್ರೀತಿಗಿಂತ, ಮಾನವೀಯ ಸ್ಪಂದನೆಗಿಂತ ತಮ್ಮ ಸಿದ್ಧಾಂತಗಳ ಪ್ರಚಾರ ಪ್ರಸರಣಕ್ಕೇ ಮಹತ್ವ ನೀಡುತ್ತಿವೆ. ನಾವು ಸದಾ ಜಾಗೃತವಾಗಿರಬೇಕಿರುವುದು ಮತ್ತು ಹೋರಾಟ ಮಾಡಬೇಕಿರುವುದು ಕೋಮುವಾದ ಮತ್ತು ಜಾತೀಯತೆಯ ವಿರುದ್ಧ. ಇದು ಧರ್ಮ, ಜಾತಿ, ಭಾಷೆ, ಲಿಂಗದ ಪರವಾಗಿಯಲ್ಲ.	[622, 526, 902, 736]
covid-col-2: ಮಧ್ಯಂತರ ವರದಿಯಲ್ಲಿ ತಿಳಿಸಿತ್ತು. ಚೀನಾದ ಸಂಸ್ಥೆಗಳಿಂದ 3 ಲಕ್ಷ ಪಿಪಿಇ ಕಿಟ್‌ಗಳನ್ನು ಸೇರಿದಂತೆ ಖರೀದಿಸುವ ಕುರಿತು ಆಗಿನ ಮುಖ್ಯಮಂತ್ರಿ ಬಿ.ಎಸ್ ಯಡಿಯೂರಪ್ಪ ಆದೇಶಿಸಿದ್ದರು. ಅದೂ ಚೀನಾ ಸಂಸ್ಥೆಗಳಿಂದ ಪಿಪಿಇ ಕಿಟ್‌ಗಳನ್ನು ದುಬಾರಿ ದರದಲ್ಲಿ ಕೊಂಡುಕೊಳ್ಳಲಾಗಿದೆ ಎಂಬುದು ಬಯಲಾಗಿದೆ. ಅದರಿಂದ ಯಡಿಯೂರಪ್ಪ ಮತ್ತು ಆರೋಗ್ಯ ಮತ್ತು ಕುಟುಂಬ ಕಲ್ಯಾಣ ಸಚಿವರಾಗಿದ್ದ ಶ್ರೀರಾಮುಲು ವಿರುದ್ಧ ಕಾನೂನು ಕ್ರಮಕ್ಕೆ ನ್ಯಾಯಮೂರ್ತಿ ಜಾನ್ ಮೈಕೆಲ್ ಡಿ'ಕುನ್ಹಾ ಶಿಫಾರಸು ಮಾಡಿದ್ದಾರೆ ಎಂದು ಈದಿನ. ಕಾಂ ವರದಿ ಮಾಡಿದೆ.	[280, 1145, 445, 1426]
school-headline-b: 98 ಅಧಿಕಾರಿಗಳಿಗೆ ನೋಟಿಸ್	[540, 2085, 865, 2123]
pistol-article	[761, 1471, 1200, 2066]
pistol-headline-2a: ಲೈಂಗಿಕ ಕಿರುಕುಳ :	[761, 1517, 912, 1543]
mangaluru-headline-1: ಮಂಗಳೂರು| 8 ವರ್ಷದ ಬಾಲಕಿಯ ಸಾಮೂಹಿಕ ಅತ್ಯಾಚಾರ,	[17, 1476, 587, 1507]
pistol-byline	[761, 1556, 858, 1572]
masthead-rule-red	[17, 91, 1494, 94]
pistol-headline-2	[761, 1511, 1200, 1548]
lead-article	[17, 96, 1494, 807]
covid-col-1: ಬಿಜೆಪಿ ಸರ್ಕಾರದ ಅವಧಿಯಲ್ಲಿ ನಡೆದಿದ್ದ ಕೋವಿಡ್ ಹಗರಣಕ್ಕೆ ಸಂಬಂಧಿಸಿದಂತೆ ಪಿಪಿಇ ಕಿಟ್ ಹಾಗೂ ಇತರ ಸಾಮಗ್ರಿಗಳ ಖರೀದಿಯಲ್ಲಿ ಅಕ್ರಮ ನಡೆದಿರುವುದು ದೃಢಪಟ್ಟಿದೆ ಎಂದು ನ್ಯಾಯಮೂರ್ತಿ ಜಾನ್ ಮೈಕೆಲ್ ಡಿ'ಕುನ್ಹಾ ಆಯೋಗ ಹೇಳಿದ್ದು, ಮಾಜಿ ಮುಖ್ಯಮಂತ್ರಿ ಬಿ.ಎಸ್ ಯಡಿಯೂರಪ್ಪ ಮತ್ತು ಮಾಜಿ ಆರೋಗ್ಯ ಸಚಿವ ಬಿ.ಶ್ರೀರಾಮುಲು ವಿರುದ್ಧ ಕಾನೂನು ಕ್ರಮಕ್ಕೆ ಶಿಫಾರಸು ಮಾಡಿದೆ ಎಂದು ವರದಿಯಾಗಿದೆ. 2020ರಲ್ಲಿ ಬಿಜೆಪಿ ಸರ್ಕಾರದ ಅವಧಿಯಲ್ಲಿ ಕೋವಿಡ್ ಸೋಂಕು ನಿಭಾಯಿಸುವಲ್ಲಿ 7 ಸಾವಿರ ಕೋಟಿ ರೂಪಾಯಿಗೂ ಅಧಿಕ ಅಕ್ರಮ ನಡೆದಿದೆ ಎಂದು ನ್ಯಾಯಮೂರ್ತಿ ಜಾನ್ ಮೈಕೆಲ್ ಡಿ'ಕುನ್ಹಾ ಆಯೋಗ 2024ರ ಆಗಸ್ಟ್ 31ರಂದು ಸಿಎಂ ಸಿದ್ದರಾಮಯ್ಯ ಅವರಿಗೆ ಸಲ್ಲಿಸಿರುವ	[17, 960, 179, 1311]
page-number: 03	[1414, 34, 1466, 77]
heads-illustration	[324, 222, 902, 515]
school-children-photo	[192, 2131, 524, 2320]
byline-marker-icon	[17, 937, 28, 948]
mangaluru-headline-2a: ಕೊಲೆ ಪ್ರಕರಣ:	[17, 1517, 172, 1549]
school-col-1: ಬೆಂಗಳೂರು: ಶಾಲಾ ಮಕ್ಕಳಿಗೆ ವಾರಕ್ಕೆ ಆರು ದಿನ ಬೇಯಿಸಿದ ಮೊಟ್ಟೆಯನ್ನು ವಿತರಿಸುವ ಸರ್ಕಾರದ ಯೋಜನೆಯನ್ನು ಜಾರಿಗೊಳಿಸುವಲ್ಲಿ ವಿಫಲವಾಗಿರುವ 98 ಅಧಿಕಾರಿಗಳಿಗೆ ಶಾಲಾ ಶಿಕ್ಷಣ ಇಲಾಖೆ ನೋಟಿಸ್ ನೀಡಿದೆ. ಪಿ.ಎಂ. ಪೋಷಣ್ ಯೋಜನೆ ಅಡಿ ರಾಜ್ಯ ಸರ್ಕಾರ ಅಜೀಂ ಪ್ರೇಮ್‌ಜಿ ಫೌಂಡೇಷನ್ ಸಹಯೋಗದೊಂದಿಗೆ ಮಕ್ಕಳಿಗೆ ಮೊಟ್ಟೆ ವಿತರಿಸುವ ಯೋಜನೆ ಜಾರಿಗೊಳಿಸಿದೆ. 48 ಸಾವಿರಕ್ಕೂ ಹೆಚ್ಚು ಸರ್ಕಾರಿ ಹಾಗೂ ಅನುದಾನಿತ ಶಾಲೆಗಳಲ್ಲಿ ಒಂದರಿಂದ 10ನೇ ತರಗತಿಯ ಮಕ್ಕಳಿಗೆ ಈ ಸೌಲಭ್ಯ ದೊರೆಯುತ್ತಿದೆ.	[17, 2159, 179, 2422]
training-article	[1207, 1777, 1494, 2210]
covid-headline-1: ಕೋವಿಡ್ ಹಗರಣ: ಯಡಿಯೂರಪ್ಪ,	[17, 826, 308, 854]
